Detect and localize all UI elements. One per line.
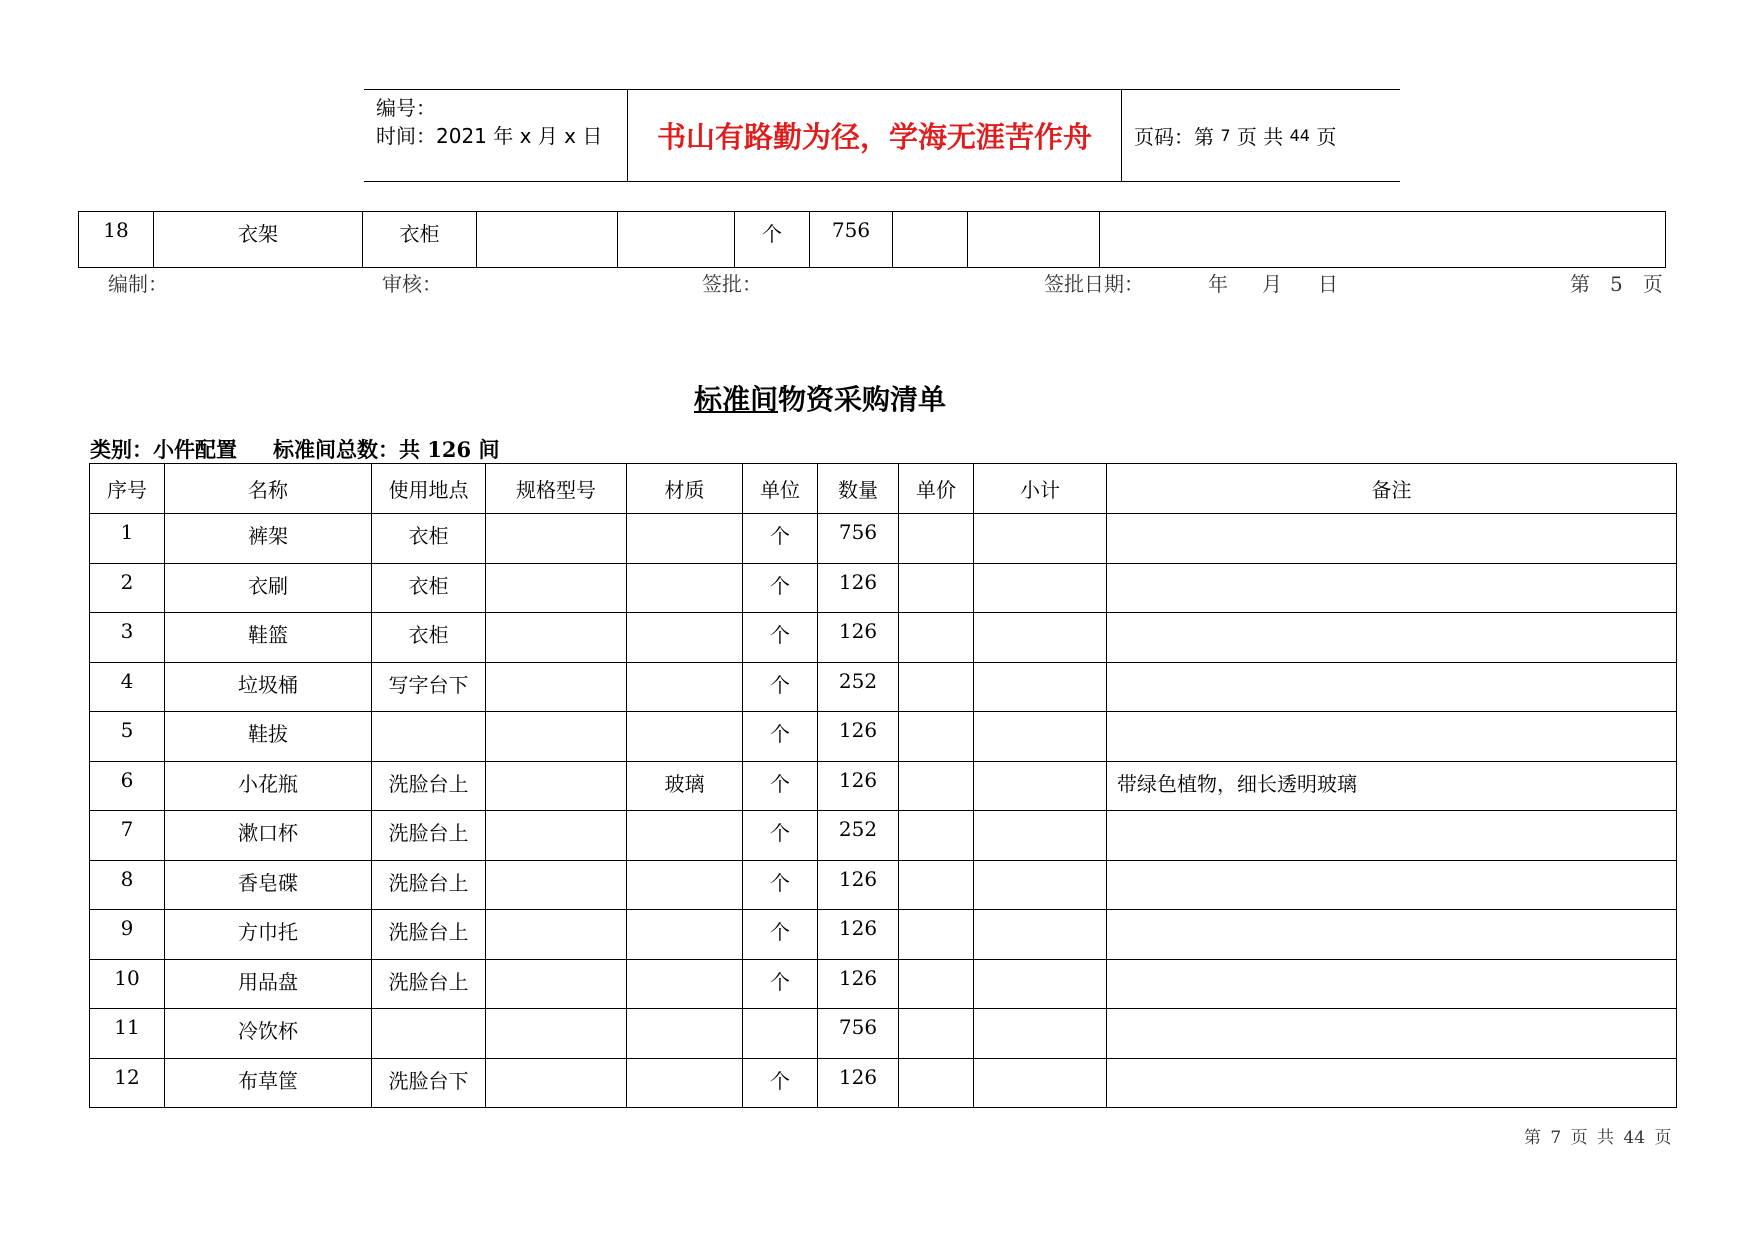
table-row xyxy=(90,811,1677,861)
cell-location: 衣柜 xyxy=(372,514,486,564)
cell-seq: 6 xyxy=(90,761,165,811)
cell-qty: 756 xyxy=(818,514,899,564)
page-prefix: 页码：第 xyxy=(1134,125,1214,149)
total-rooms-label: 标准间总数：共 126 间 xyxy=(273,437,500,462)
table-row xyxy=(90,712,1677,762)
cell-unit: 个 xyxy=(743,860,818,910)
table-row xyxy=(90,860,1677,910)
sig-page-label: 第 5 页 xyxy=(1570,272,1663,296)
cell-location: 写字台下 xyxy=(372,662,486,712)
cell-note xyxy=(1107,811,1677,861)
cell-seq: 4 xyxy=(90,662,165,712)
table-row xyxy=(90,910,1677,960)
cell-qty: 126 xyxy=(818,712,899,762)
reviewed-label: 审核： xyxy=(382,272,442,296)
cell-price xyxy=(899,613,974,663)
cell-subtotal xyxy=(974,1058,1107,1108)
cell-subtotal xyxy=(974,563,1107,613)
cell-unit xyxy=(743,1009,818,1059)
page-total: 44 xyxy=(1289,126,1310,145)
header-seq: 序号 xyxy=(90,464,165,514)
table-row xyxy=(90,1009,1677,1059)
cell-seq: 1 xyxy=(90,514,165,564)
cell-price xyxy=(893,212,968,268)
cell-price xyxy=(899,811,974,861)
cell-qty: 756 xyxy=(818,1009,899,1059)
header-qty: 数量 xyxy=(818,464,899,514)
cell-spec xyxy=(486,860,627,910)
header-info-cell xyxy=(364,90,628,181)
cell-material xyxy=(627,1009,743,1059)
cell-price xyxy=(899,1009,974,1059)
motto: 书山有路勤为径，学海无涯苦作舟 xyxy=(628,90,1122,181)
cell-spec xyxy=(486,761,627,811)
cell-spec xyxy=(486,959,627,1009)
cell-unit: 个 xyxy=(735,212,810,268)
page-indicator xyxy=(1122,90,1400,181)
cell-qty: 126 xyxy=(818,910,899,960)
cell-note xyxy=(1107,514,1677,564)
purchase-list-table xyxy=(89,463,1677,1108)
table-row xyxy=(90,959,1677,1009)
cell-seq: 9 xyxy=(90,910,165,960)
cell-location xyxy=(372,1009,486,1059)
cell-unit: 个 xyxy=(743,811,818,861)
cell-material xyxy=(627,662,743,712)
cell-spec xyxy=(486,910,627,960)
cell-name: 布草筐 xyxy=(165,1058,372,1108)
cell-note xyxy=(1107,712,1677,762)
cell-note: 带绿色植物，细长透明玻璃 xyxy=(1107,761,1677,811)
cell-location: 洗脸台上 xyxy=(372,860,486,910)
cell-name: 漱口杯 xyxy=(165,811,372,861)
cell-material xyxy=(627,514,743,564)
cell-qty: 126 xyxy=(818,613,899,663)
cell-price xyxy=(899,514,974,564)
cell-qty: 756 xyxy=(810,212,893,268)
cell-spec xyxy=(486,563,627,613)
cell-seq: 10 xyxy=(90,959,165,1009)
cell-spec xyxy=(486,712,627,762)
cell-name: 小花瓶 xyxy=(165,761,372,811)
cell-name: 用品盘 xyxy=(165,959,372,1009)
date-label: 时间：2021 年 x 月 x 日 xyxy=(376,124,603,148)
cell-subtotal xyxy=(974,712,1107,762)
cell-note xyxy=(1100,212,1666,268)
cell-price xyxy=(899,662,974,712)
number-label: 编号： xyxy=(376,96,436,120)
cell-spec xyxy=(486,514,627,564)
compiled-label: 编制： xyxy=(108,272,168,296)
cell-seq: 3 xyxy=(90,613,165,663)
cell-location: 洗脸台上 xyxy=(372,761,486,811)
header-note: 备注 xyxy=(1107,464,1677,514)
cell-unit: 个 xyxy=(743,761,818,811)
cell-qty: 126 xyxy=(818,860,899,910)
cell-spec xyxy=(486,613,627,663)
cell-subtotal xyxy=(974,860,1107,910)
cell-location: 洗脸台上 xyxy=(372,959,486,1009)
cell-spec xyxy=(486,811,627,861)
cell-material xyxy=(627,563,743,613)
cell-qty: 126 xyxy=(818,761,899,811)
cell-price xyxy=(899,959,974,1009)
title-underlined: 标准间 xyxy=(693,383,778,416)
cell-price xyxy=(899,712,974,762)
document-header xyxy=(364,89,1400,182)
cell-seq: 5 xyxy=(90,712,165,762)
cell-note xyxy=(1107,910,1677,960)
header-subtotal: 小计 xyxy=(974,464,1107,514)
header-price: 单价 xyxy=(899,464,974,514)
page-number: 7 xyxy=(1220,126,1231,145)
cell-unit: 个 xyxy=(743,662,818,712)
category-label: 类别：小件配置 xyxy=(90,437,237,462)
cell-subtotal xyxy=(974,959,1107,1009)
cell-qty: 126 xyxy=(818,563,899,613)
cell-note xyxy=(1107,1058,1677,1108)
cell-material xyxy=(618,212,735,268)
cell-unit: 个 xyxy=(743,910,818,960)
cell-spec xyxy=(486,662,627,712)
cell-note xyxy=(1107,860,1677,910)
page-suffix: 页 xyxy=(1316,125,1337,149)
cell-note xyxy=(1107,662,1677,712)
table-row xyxy=(90,514,1677,564)
cell-name: 鞋篮 xyxy=(165,613,372,663)
cell-material xyxy=(627,1058,743,1108)
approved-label: 签批： xyxy=(702,272,762,296)
carry-over-table xyxy=(78,211,1666,268)
month-label: 月 xyxy=(1262,272,1282,296)
cell-seq: 2 xyxy=(90,563,165,613)
cell-unit: 个 xyxy=(743,959,818,1009)
cell-unit: 个 xyxy=(743,712,818,762)
cell-subtotal xyxy=(974,811,1107,861)
signature-line xyxy=(78,268,1666,298)
cell-name: 鞋拔 xyxy=(165,712,372,762)
cell-material: 玻璃 xyxy=(627,761,743,811)
cell-price xyxy=(899,910,974,960)
header-material: 材质 xyxy=(627,464,743,514)
cell-unit: 个 xyxy=(743,613,818,663)
cell-subtotal xyxy=(974,514,1107,564)
cell-name: 衣刷 xyxy=(165,563,372,613)
cell-price xyxy=(899,1058,974,1108)
cell-subtotal xyxy=(974,761,1107,811)
cell-name: 香皂碟 xyxy=(165,860,372,910)
cell-subtotal xyxy=(974,662,1107,712)
cell-material xyxy=(627,811,743,861)
table-row xyxy=(79,212,1666,268)
cell-seq: 18 xyxy=(79,212,154,268)
cell-seq: 11 xyxy=(90,1009,165,1059)
cell-material xyxy=(627,959,743,1009)
table-row xyxy=(90,662,1677,712)
cell-location: 洗脸台上 xyxy=(372,811,486,861)
cell-name: 垃圾桶 xyxy=(165,662,372,712)
page-footer: 第 7 页 共 44 页 xyxy=(1524,1128,1672,1148)
cell-location: 衣柜 xyxy=(372,613,486,663)
cell-name: 裤架 xyxy=(165,514,372,564)
cell-name: 方巾托 xyxy=(165,910,372,960)
cell-material xyxy=(627,860,743,910)
cell-unit: 个 xyxy=(743,514,818,564)
cell-qty: 126 xyxy=(818,959,899,1009)
cell-name: 冷饮杯 xyxy=(165,1009,372,1059)
cell-location xyxy=(372,712,486,762)
cell-spec xyxy=(486,1058,627,1108)
table-row xyxy=(90,613,1677,663)
cell-location: 洗脸台下 xyxy=(372,1058,486,1108)
header-unit: 单位 xyxy=(743,464,818,514)
cell-spec xyxy=(477,212,618,268)
header-location: 使用地点 xyxy=(372,464,486,514)
cell-price xyxy=(899,563,974,613)
cell-unit: 个 xyxy=(743,1058,818,1108)
header-spec: 规格型号 xyxy=(486,464,627,514)
table-header-row xyxy=(90,464,1677,514)
cell-subtotal xyxy=(974,910,1107,960)
cell-note xyxy=(1107,1009,1677,1059)
cell-seq: 12 xyxy=(90,1058,165,1108)
cell-material xyxy=(627,712,743,762)
cell-subtotal xyxy=(968,212,1100,268)
list-meta xyxy=(90,434,499,464)
cell-location: 洗脸台上 xyxy=(372,910,486,960)
title-rest: 物资采购清单 xyxy=(778,383,947,416)
approve-date-label: 签批日期： xyxy=(1044,272,1144,296)
cell-seq: 7 xyxy=(90,811,165,861)
year-label: 年 xyxy=(1208,272,1228,296)
page-mid: 页 共 xyxy=(1236,125,1284,149)
cell-spec xyxy=(486,1009,627,1059)
table-row xyxy=(90,563,1677,613)
cell-note xyxy=(1107,563,1677,613)
header-name: 名称 xyxy=(165,464,372,514)
cell-price xyxy=(899,860,974,910)
cell-location: 衣柜 xyxy=(363,212,477,268)
cell-location: 衣柜 xyxy=(372,563,486,613)
page-title xyxy=(0,378,1640,418)
cell-qty: 126 xyxy=(818,1058,899,1108)
cell-note xyxy=(1107,613,1677,663)
cell-material xyxy=(627,910,743,960)
cell-price xyxy=(899,761,974,811)
table-row xyxy=(90,761,1677,811)
cell-seq: 8 xyxy=(90,860,165,910)
cell-note xyxy=(1107,959,1677,1009)
table-row xyxy=(90,1058,1677,1108)
cell-name: 衣架 xyxy=(154,212,363,268)
cell-qty: 252 xyxy=(818,811,899,861)
cell-material xyxy=(627,613,743,663)
cell-subtotal xyxy=(974,1009,1107,1059)
day-label: 日 xyxy=(1318,272,1338,296)
cell-subtotal xyxy=(974,613,1107,663)
cell-unit: 个 xyxy=(743,563,818,613)
cell-qty: 252 xyxy=(818,662,899,712)
